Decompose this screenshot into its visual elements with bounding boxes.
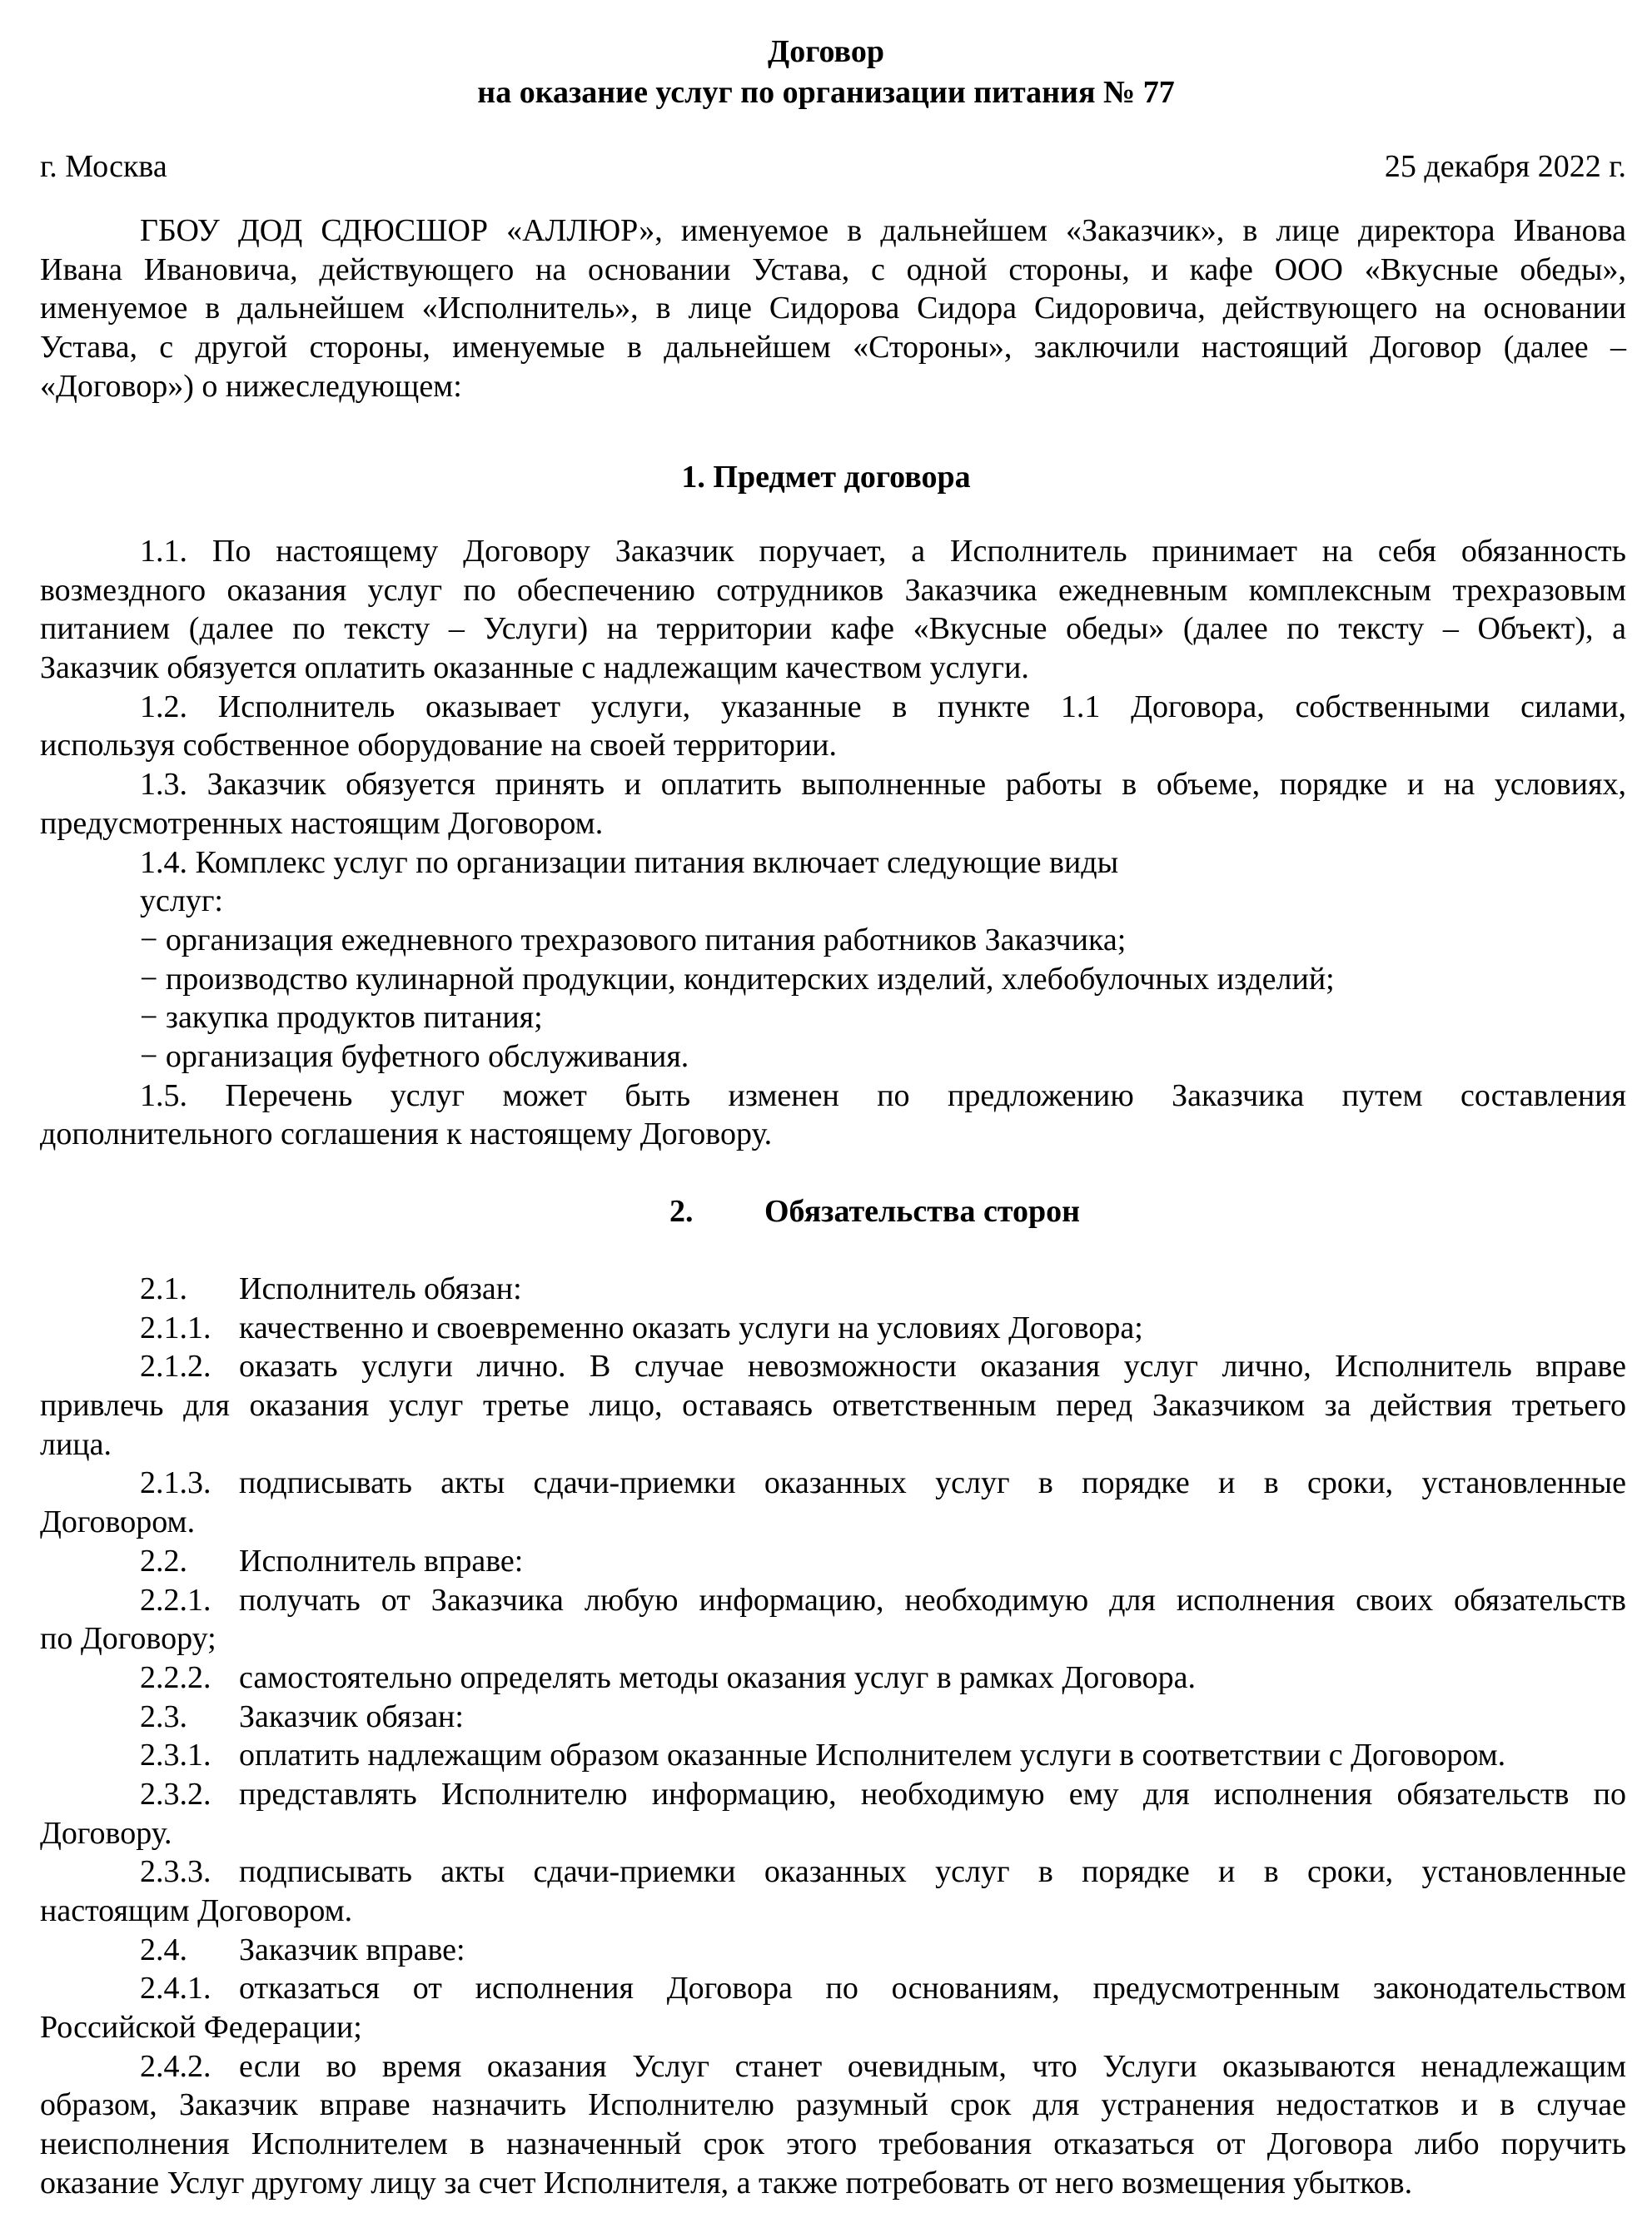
obligation-first-line	[40, 1775, 1626, 1814]
section-2-heading: Обязательства сторон	[764, 1194, 1081, 1229]
clause-number: 2.2.	[140, 1543, 187, 1579]
obligation-item	[40, 1698, 1626, 1737]
document-title	[0, 32, 1652, 113]
clause-number: 2.1.3.	[140, 1465, 211, 1501]
clause-text: подписывать акты сдачи-приемки оказанных услуг в порядке и в сроки, установленные	[239, 1854, 1626, 1890]
obligation-item	[40, 1931, 1626, 1970]
obligation-first-line	[40, 1659, 1626, 1698]
clause-number: 2.4.	[140, 1932, 187, 1967]
obligation-first-line	[40, 1736, 1626, 1775]
preamble-line: «Договор») о нижеследующем:	[40, 368, 462, 404]
preamble-line: ГБОУ ДОД СДЮСШОР «АЛЛЮР», именуемое в дальнейшем «Заказчик», в лице директора Иванова	[140, 213, 1626, 248]
obligation-first-line	[40, 1347, 1626, 1386]
contract-date: 25 декабря 2022 г.	[1384, 149, 1626, 184]
obligation-item	[40, 1736, 1626, 1775]
obligation-item	[40, 1659, 1626, 1698]
clause-line: − производство кулинарной продукции, кондитерских изделий, хлебобулочных изделий;	[140, 961, 1335, 997]
clause-continuation: неисполнения Исполнителем в назначенный срок этого требования отказаться от Договора либо поручить	[40, 2126, 1626, 2162]
preamble-line: именуемое в дальнейшем «Исполнитель», в лице Сидорова Сидора Сидоровича, действующего на основании	[40, 291, 1626, 326]
clause-paragraph	[40, 843, 1626, 883]
clause-line: услуг:	[140, 883, 223, 919]
clause-number: 2.2.2.	[140, 1659, 211, 1695]
clause-line: дополнительного соглашения к настоящему Договору.	[40, 1116, 773, 1152]
clause-paragraph	[40, 1037, 1626, 1077]
clause-line: предусмотренных настоящим Договором.	[40, 805, 604, 841]
obligation-first-line	[40, 1969, 1626, 2008]
clause-line: − организация ежедневного трехразового питания работников Заказчика;	[140, 922, 1127, 957]
clause-text: самостоятельно определять методы оказания услуг в рамках Договора.	[239, 1659, 1196, 1695]
obligation-first-line	[40, 1270, 1626, 1309]
clause-number: 2.4.1.	[140, 1971, 211, 2007]
clause-number: 2.1.2.	[140, 1349, 211, 1385]
clause-number: 2.3.	[140, 1698, 187, 1734]
clause-text: представлять Исполнителю информацию, необходимую ему для исполнения обязательств по	[239, 1776, 1626, 1812]
obligation-first-line	[40, 1698, 1626, 1737]
clause-line: питанием (далее по тексту – Услуги) на территории кафе «Вкусные обеды» (далее по тексту – Объект), а	[40, 611, 1626, 647]
clause-paragraph	[40, 532, 1626, 688]
section-2-number: 2.	[669, 1194, 694, 1229]
clause-line: используя собственное оборудование на своей территории.	[40, 728, 837, 763]
clause-number: 2.2.1.	[140, 1582, 211, 1618]
obligation-item	[40, 1270, 1626, 1309]
clause-paragraph	[40, 960, 1626, 999]
clause-text: оказать услуги лично. В случае невозможности оказания услуг лично, Исполнитель вправе	[239, 1349, 1626, 1385]
obligation-item	[40, 1464, 1626, 1541]
clause-continuation: образом, Заказчик вправе назначить Исполнителю разумный срок для устранения недостатков и в случае	[40, 2087, 1626, 2123]
title-line-2: на оказание услуг по организации питания № 77	[477, 75, 1175, 110]
clause-continuation: лица.	[40, 1426, 112, 1462]
preamble-line: Ивана Ивановича, действующего на основании Устава, с одной стороны, и кафе ООО «Вкусные обеды»,	[40, 251, 1626, 287]
obligation-first-line	[40, 1464, 1626, 1503]
clause-line: возмездного оказания услуг по обеспечению сотрудников Заказчика ежедневным комплексным трехразовым	[40, 572, 1626, 608]
clause-text: получать от Заказчика любую информацию, необходимую для исполнения своих обязательств	[239, 1582, 1626, 1618]
obligation-item	[40, 1309, 1626, 1348]
preamble-line: Устава, с другой стороны, именуемые в дальнейшем «Стороны», заключили настоящий Договор (далее –	[40, 330, 1626, 366]
clause-line: 1.1. По настоящему Договору Заказчик поручает, а Исполнитель принимает на себя обязанность	[140, 534, 1626, 569]
city: г. Москва	[40, 149, 167, 184]
clause-number: 2.3.3.	[140, 1854, 211, 1890]
obligation-item	[40, 1775, 1626, 1852]
obligation-item	[40, 2047, 1626, 2203]
clause-paragraph	[40, 688, 1626, 765]
clause-text: качественно и своевременно оказать услуги на условиях Договора;	[239, 1310, 1143, 1345]
obligation-item	[40, 1969, 1626, 2046]
clause-number: 2.1.	[140, 1271, 187, 1306]
clause-text: подписывать акты сдачи-приемки оказанных услуг в порядке и в сроки, установленные	[239, 1465, 1626, 1501]
obligation-first-line	[40, 1542, 1626, 1581]
title-line-1: Договор	[768, 34, 884, 69]
clause-paragraph	[40, 998, 1626, 1037]
obligation-item	[40, 1542, 1626, 1581]
clause-continuation: настоящим Договором.	[40, 1893, 353, 1928]
clause-continuation: Договору.	[40, 1815, 172, 1851]
section-1-body	[40, 532, 1626, 1154]
clause-paragraph	[40, 921, 1626, 960]
clause-line: 1.3. Заказчик обязуется принять и оплатить выполненные работы в объеме, порядке и на условиях,	[140, 767, 1626, 803]
clause-line: − организация буфетного обслуживания.	[140, 1038, 689, 1074]
city-date-row	[40, 147, 1626, 186]
clause-number: 2.3.1.	[140, 1738, 211, 1773]
clause-number: 2.4.2.	[140, 2048, 211, 2084]
clause-text: Заказчик обязан:	[239, 1698, 464, 1734]
obligation-item	[40, 1852, 1626, 1930]
clause-paragraph	[40, 882, 1626, 921]
obligation-first-line	[40, 1931, 1626, 1970]
clause-text: оплатить надлежащим образом оказанные Исполнителем услуги в соответствии с Договором.	[239, 1738, 1506, 1773]
clause-number: 2.1.1.	[140, 1310, 211, 1345]
clause-continuation: оказание Услуг другому лицу за счет Исполнителя, а также потребовать от него возмещения убытков.	[40, 2165, 1413, 2201]
clause-number: 2.3.2.	[140, 1776, 211, 1812]
preamble-paragraph	[40, 211, 1626, 405]
obligation-first-line	[40, 2047, 1626, 2086]
obligation-item	[40, 1347, 1626, 1464]
section-1-heading: 1. Предмет договора	[681, 460, 971, 495]
clause-text: Исполнитель обязан:	[239, 1271, 522, 1306]
obligation-first-line	[40, 1852, 1626, 1892]
clause-continuation: привлечь для оказания услуг третье лицо, оставаясь ответственным перед Заказчиком за действия третьего	[40, 1388, 1626, 1424]
section-2-body	[40, 1270, 1626, 2203]
clause-line: 1.5. Перечень услуг может быть изменен по предложению Заказчика путем составления	[140, 1077, 1626, 1113]
clause-continuation: по Договору;	[40, 1621, 216, 1657]
clause-continuation: Договором.	[40, 1504, 196, 1540]
clause-text: отказаться от исполнения Договора по основаниям, предусмотренным законодательством	[239, 1971, 1626, 2007]
clause-line: Заказчик обязуется оплатить оказанные с надлежащим качеством услуги.	[40, 650, 1029, 686]
clause-line: − закупка продуктов питания;	[140, 1000, 543, 1036]
clause-text: если во время оказания Услуг станет очевидным, что Услуги оказываются ненадлежащим	[239, 2048, 1626, 2084]
clause-line: 1.4. Комплекс услуг по организации питания включает следующие виды	[140, 844, 1119, 880]
obligation-first-line	[40, 1309, 1626, 1348]
clause-line: 1.2. Исполнитель оказывает услуги, указанные в пункте 1.1 Договора, собственными силами,	[140, 689, 1626, 724]
clause-text: Исполнитель вправе:	[239, 1543, 524, 1579]
obligation-first-line	[40, 1581, 1626, 1620]
clause-continuation: Российской Федерации;	[40, 2010, 362, 2046]
clause-paragraph	[40, 765, 1626, 843]
clause-paragraph	[40, 1077, 1626, 1154]
clause-text: Заказчик вправе:	[239, 1932, 465, 1967]
obligation-item	[40, 1581, 1626, 1659]
